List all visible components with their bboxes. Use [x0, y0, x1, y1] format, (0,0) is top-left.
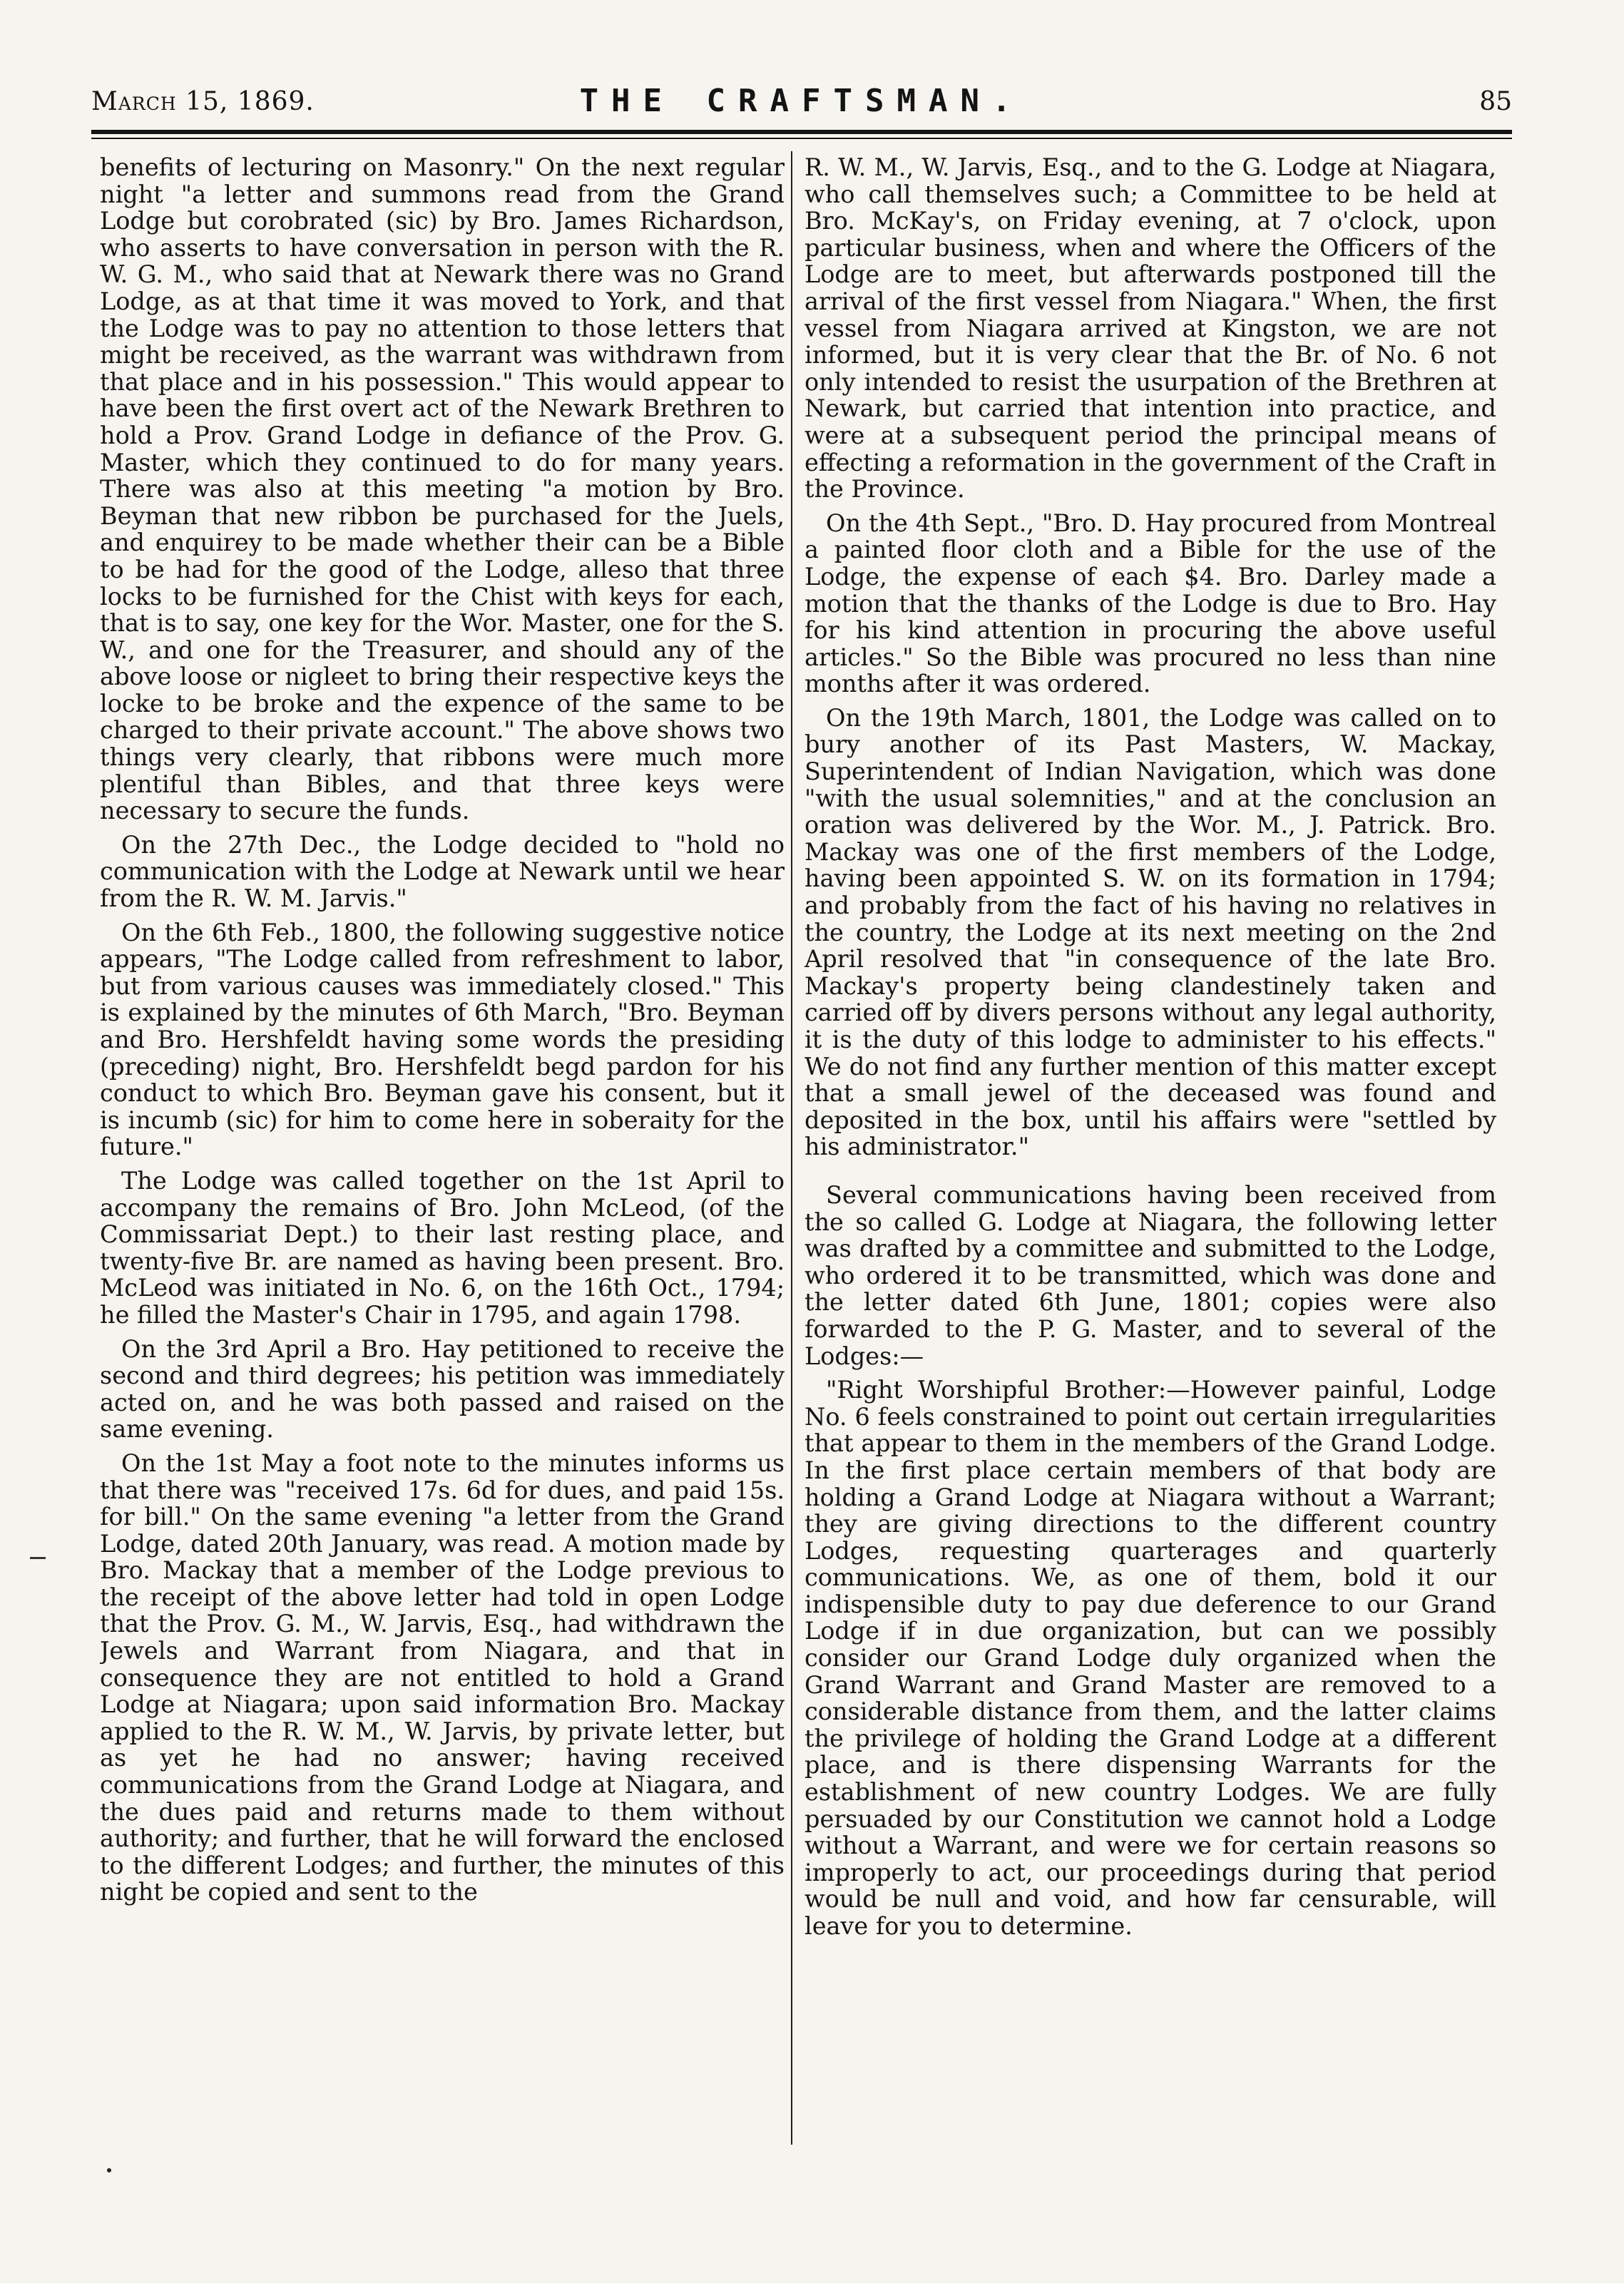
- paragraph: On the 1st May a foot note to the minutes informs us that there was "received 17s. 6d for dues, and paid 15s. for bill." On the same evening "a letter from the Grand Lodge, dated 20th January, was read. A motion made by Bro. Mackay that a member of the Lodge previous to the receipt of the above letter had told in open Lodge that the Prov. G. M., W. Jarvis, Esq., had withdrawn the Jewels and Warrant from Niagara, and that in consequence they are not entitled to hold a Grand Lodge at Niagara; upon said information Bro. Mackay applied to the R. W. M., W. Jarvis, by private letter, but as yet he had no answer; having received communications from the Grand Lodge at Niagara, and the dues paid and returns made to them without authority; and further, that he will forward the enclosed to the different Lodges; and further, the minutes of this night be copied and sent to the: [100, 1449, 785, 1906]
- header-rule-thick: [91, 130, 1512, 134]
- left-column: [100, 154, 785, 2145]
- issue-date: March 15, 1869.: [91, 87, 315, 116]
- paragraph: On the 27th Dec., the Lodge decided to "hold no communication with the Lodge at Newark until we hear from the R. W. M. Jarvis.": [100, 830, 785, 913]
- page-number: 85: [1479, 87, 1512, 116]
- paragraph: benefits of lecturing on Masonry." On the next regular night "a letter and summons read from the Grand Lodge but corobrated (sic) by Bro. James Richardson, who asserts to have conversation in person with the R. W. G. M., who said that at Newark there was no Grand Lodge, as at that time it was moved to York, and that the Lodge was to pay no attention to those letters that might be received, as the warrant was withdrawn from that place and in his possession." This would appear to have been the first overt act of the Newark Brethren to hold a Prov. Grand Lodge in defiance of the Prov. G. Master, which they continued to do for many years. There was also at this meeting "a motion by Bro. Beyman that new ribbon be purchased for the Juels, and enquirey to be made whether their can be a Bible to be had for the good of the Lodge, alleso that three locks to be furnished for the Chist with keys for each, that is to say, one key for the Wor. Master, one for the S. W., and one for the Treasurer, and should any of the above loose or nigleet to bring their respective keys the locke to be broke and the expence of the same to be charged to their private account." The above shows two things very clearly, that ribbons were much more plentiful than Bibles, and that three keys were necessary to secure the funds.: [100, 154, 785, 825]
- paragraph: On the 6th Feb., 1800, the following suggestive notice appears, "The Lodge called from refreshment to labor, but from various causes was immediately closed." This is explained by the minutes of 6th March, "Bro. Beyman and Bro. Hershfeldt having some words the presiding (preceding) night, Bro. Hershfeldt begd pardon for his conduct to which Bro. Beyman gave his consent, but it is incumb (sic) for him to come here in soberaity for the future.": [100, 918, 785, 1161]
- header-rule-thin: [91, 138, 1512, 139]
- paragraph: Several communications having been received from the so called G. Lodge at Niagara, the following letter was drafted by a committee and submitted to the Lodge, who ordered it to be transmitted, which was done and the letter dated 6th June, 1801; copies were also forwarded to the P. G. Master, and to several of the Lodges:—: [805, 1180, 1496, 1370]
- running-head: [91, 80, 1512, 124]
- paragraph: The Lodge was called together on the 1st April to accompany the remains of Bro. John McLeod, (of the Commissariat Dept.) to their last resting place, and twenty-five Br. are named as having been present. Bro. McLeod was initiated in No. 6, on the 16th Oct., 1794; he filled the Master's Chair in 1795, and again 1798.: [100, 1166, 785, 1329]
- column-divider: [791, 151, 792, 2145]
- right-column: [805, 154, 1496, 2145]
- paragraph: On the 3rd April a Bro. Hay petitioned to receive the second and third degrees; his petition was immediately acted on, and he was both passed and raised on the same evening.: [100, 1334, 785, 1444]
- paragraph: R. W. M., W. Jarvis, Esq., and to the G. Lodge at Niagara, who call themselves such; a Committee to be held at Bro. McKay's, on Friday evening, at 7 o'clock, upon particular business, when and where the Officers of the Lodge are to meet, but afterwards postponed till the arrival of the first vessel from Niagara." When, the first vessel from Niagara arrived at Kingston, we are not informed, but it is very clear that the Br. of No. 6 not only intended to resist the usurpation of the Brethren at Newark, but carried that intention into practice, and were at a subsequent period the principal means of effecting a reformation in the government of the Craft in the Province.: [805, 154, 1496, 504]
- margin-dot: [107, 2168, 111, 2172]
- masthead-title: THE CRAFTSMAN.: [579, 83, 1024, 119]
- letter-paragraph: "Right Worshipful Brother:—However painful, Lodge No. 6 feels constrained to point out certain irregularities that appear to them in the members of the Grand Lodge. In the first place certain members of that body are holding a Grand Lodge at Niagara without a Warrant; they are giving directions to the different country Lodges, requesting quarterages and quarterly communications. We, as one of them, bold it our indispensible duty to pay due deference to our Grand Lodge if in due organization, but can we possibly consider our Grand Lodge duly organized when the Grand Warrant and Grand Master are removed to a considerable distance from them, and the latter claims the privilege of holding the Grand Lodge at a different place, and is there dispensing Warrants for the establishment of new country Lodges. We are fully persuaded by our Constitution we cannot hold a Lodge without a Warrant, and were we for certain reasons so improperly to act, our proceedings during that period would be null and void, and how far censurable, will leave for you to determine.: [805, 1376, 1496, 1940]
- paragraph: On the 19th March, 1801, the Lodge was called on to bury another of its Past Masters, W. Mackay, Superintendent of Indian Navigation, which was done "with the usual solemnities," and at the conclusion an oration was delivered by the Wor. M., J. Patrick. Bro. Mackay was one of the first members of the Lodge, having been appointed S. W. on its formation in 1794; and probably from the fact of his having no relatives in the country, the Lodge at its next meeting on the 2nd April resolved that "in consequence of the late Bro. Mackay's property being clandestinely taken and carried off by divers persons without any legal authority, it is the duty of this lodge to administer to his effects." We do not find any further mention of this matter except that a small jewel of the deceased was found and deposited in the box, until his affairs were "settled by his administrator.": [805, 703, 1496, 1161]
- margin-mark: [30, 1557, 46, 1559]
- paragraph: On the 4th Sept., "Bro. D. Hay procured from Montreal a painted floor cloth and a Bible for the use of the Lodge, the expense of each $4. Bro. Darley made a motion that the thanks of the Lodge is due to Bro. Hay for his kind attention in procuring the above useful articles." So the Bible was procured no less than nine months after it was ordered.: [805, 509, 1496, 698]
